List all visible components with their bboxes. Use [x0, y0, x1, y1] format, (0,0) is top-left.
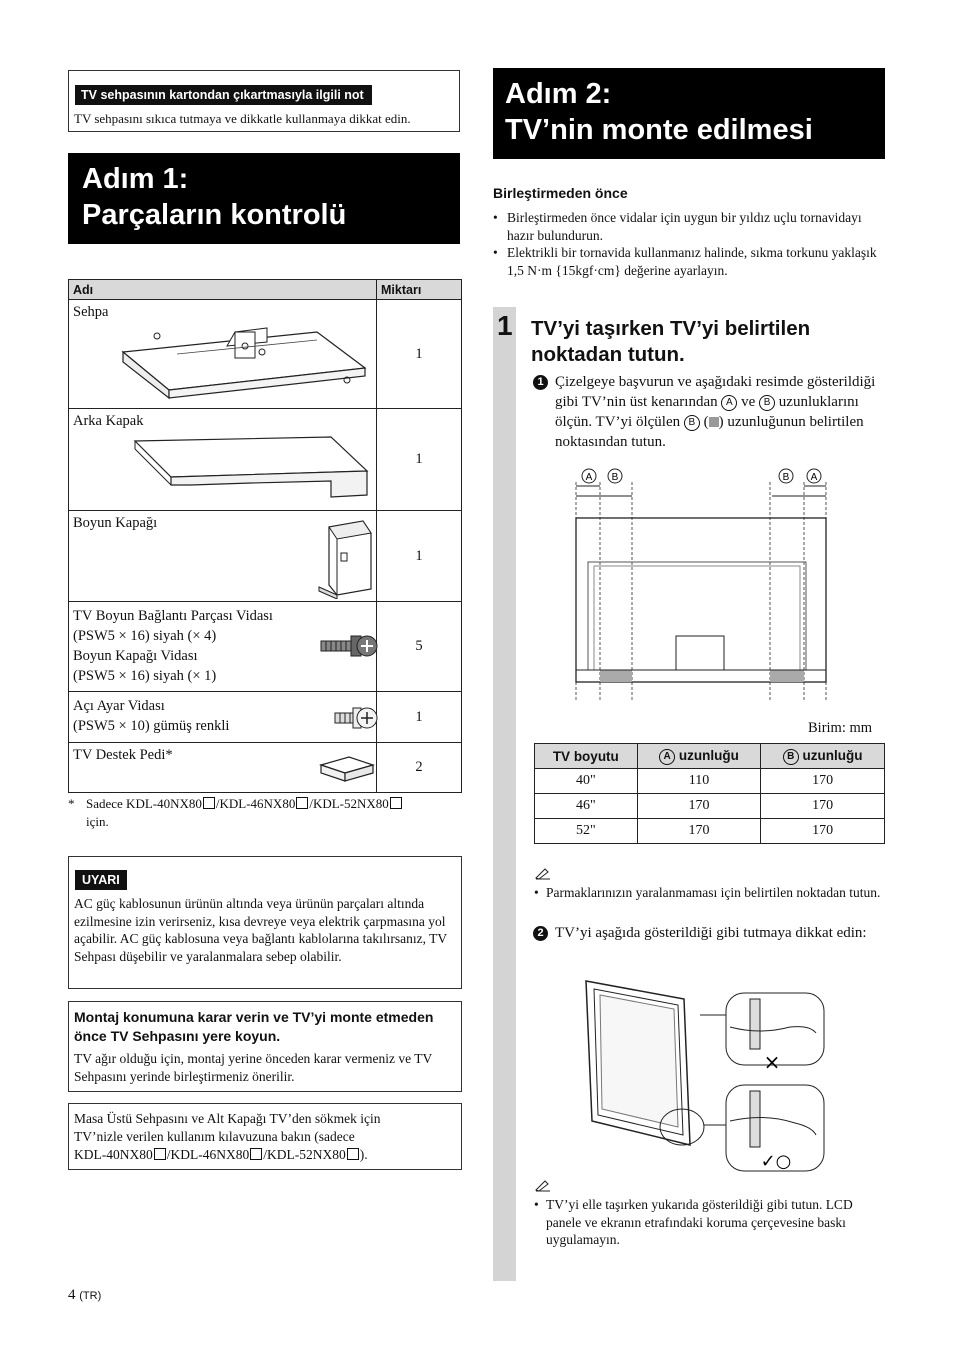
note-pencil-icon	[534, 1178, 552, 1192]
part-qty: 1	[377, 511, 462, 602]
table-row	[535, 794, 885, 819]
size-table-header	[535, 744, 885, 769]
a-length-cell: 170	[637, 794, 761, 819]
black-screw-illustration	[319, 632, 379, 660]
table-row	[69, 409, 462, 511]
diagram-label-a: A	[585, 472, 593, 483]
desk-line1: Masa Üstü Sehpasını ve Alt Kapağı TV’den sökmek için	[74, 1111, 381, 1126]
parts-table	[68, 279, 462, 793]
tv-size-cell: 52"	[535, 819, 638, 844]
before-bullet-1: Birleştirmeden önce vidalar için uygun bir yıldız uçlu tornavidayı hazır bulundurun.	[507, 210, 862, 243]
part-cell	[69, 409, 377, 511]
footnote-model-1: Sadece KDL-40NX80	[86, 796, 202, 811]
tv-measurement-diagram	[560, 462, 840, 704]
tv-size-cell: 40"	[535, 769, 638, 794]
placeholder-box-icon	[296, 797, 308, 809]
part-cell	[69, 743, 377, 793]
part-name: Arka Kapak	[73, 413, 144, 429]
part-name: Boyun Kapağı	[73, 515, 158, 531]
part-cell	[69, 692, 377, 743]
table-row	[69, 300, 462, 409]
part-cell	[69, 511, 377, 602]
part-qty: 1	[377, 692, 462, 743]
part-name-line: (PSW5 × 16) siyah (× 4)	[73, 628, 217, 644]
footnote-mark: *	[68, 796, 75, 811]
table-row	[69, 743, 462, 793]
desk-line2: TV’nizle verilen kullanım kılavuzuna bakın (sadece	[74, 1129, 355, 1144]
stand-illustration	[117, 324, 367, 400]
mount-note-box	[68, 1001, 462, 1092]
letter-b-icon: B	[684, 415, 700, 431]
page-number-value: 4	[68, 1287, 76, 1303]
header-tv-size: TV boyutu	[535, 744, 638, 769]
before-assembly-title: Birleştirmeden önce	[493, 185, 628, 201]
list-item: • TV’yi elle taşırken yukarıda gösterildiği gibi tutun. LCD panele ve ekranın etrafındaki koruma çerçevesine baskı uygulamayın.	[534, 1196, 884, 1249]
step2-title-line2: TV’nin monte edilmesi	[505, 114, 813, 146]
step-side-bar	[493, 307, 516, 1281]
part-qty: 2	[377, 743, 462, 793]
parts-table-header	[69, 280, 462, 300]
part-cell	[69, 602, 377, 692]
tv-size-cell: 46"	[535, 794, 638, 819]
substep-2-badge: 2	[533, 926, 548, 941]
page-language: (TR)	[79, 1290, 102, 1302]
note-text: TV sehpasını sıkıca tutmaya ve dikkatle kullanmaya dikkat edin.	[74, 111, 411, 126]
substep-1-text: Çizelgeye başvurun ve aşağıdaki resimde gösterildiği gibi TV’nin üst kenarından A ve B uzunluklarını ölçün. TV’yi ölçülen B ( ) uzunluğunun belirtilen noktasından tutun.	[555, 374, 876, 450]
part-name: TV Destek Pedi*	[73, 747, 173, 763]
a-length-cell: 170	[637, 819, 761, 844]
part-qty: 1	[377, 300, 462, 409]
placeholder-box-icon	[390, 797, 402, 809]
wrong-mark: ×	[763, 1050, 781, 1074]
warning-text: AC güç kablosunun ürünün altında veya ürünün parçaları altında ezilmesine izin verirseniz, kısa devreye veya elektrik çarpmasına yol açabilir. AC güç kablosuna veya bağlantı kablolarına takılırsanız, TV Sehpası düşebilir ve yaralanmalara sebep olabilir.	[74, 896, 447, 964]
support-pad-illustration	[319, 753, 375, 783]
placeholder-box-icon	[347, 1148, 359, 1160]
list-item: • Elektrikli bir tornavida kullanmanız halinde, sıkma torkunu yaklaşık 1,5 N·m {15kgf·cm} değerine ayarlayın.	[493, 244, 885, 279]
letter-b-icon: B	[783, 749, 799, 765]
unit-label: Birim: mm	[808, 720, 873, 736]
size-table	[534, 743, 885, 844]
step-heading: TV’yi taşırken TV’yi belirtilen noktadan tutun.	[531, 317, 811, 366]
footnote-model-2: /KDL-46NX80	[215, 796, 296, 811]
header-name: Adı	[69, 280, 377, 300]
header-b-label: uzunluğu	[802, 747, 863, 763]
b-length-cell: 170	[761, 819, 885, 844]
grey-square-icon	[709, 417, 719, 427]
part-qty: 5	[377, 602, 462, 692]
substep-1-part-d: uzunluğunun belirtilen noktasından tutun.	[555, 414, 864, 450]
placeholder-box-icon	[154, 1148, 166, 1160]
b-length-cell: 170	[761, 794, 885, 819]
note-title: TV sehpasının kartondan çıkartmasıyla ilgili not	[75, 85, 372, 105]
part-cell	[69, 300, 377, 409]
letter-a-icon: A	[721, 395, 737, 411]
table-row	[69, 511, 462, 602]
warning-box	[68, 856, 462, 989]
letter-b-icon: B	[759, 395, 775, 411]
footnote-end: için.	[86, 814, 109, 829]
diagram-label-a: A	[810, 472, 818, 483]
desk-model-2: /KDL-46NX80	[166, 1147, 250, 1162]
table-row	[535, 819, 885, 844]
note-pencil-icon	[534, 866, 552, 880]
table-row	[69, 602, 462, 692]
step2-banner	[493, 68, 885, 159]
b-length-cell: 170	[761, 769, 885, 794]
correct-mark: ✓○	[760, 1151, 792, 1172]
neck-cover-illustration	[315, 519, 375, 599]
substep-1-part-a: Çizelgeye başvurun ve aşağıdaki resimde gösterildiği gibi TV’nin üst kenarından	[555, 374, 876, 410]
desk-end: ).	[359, 1147, 368, 1162]
mount-note-text: TV ağır olduğu için, montaj yerine önceden karar vermeniz ve TV Sehpasını yerinde birleştirmeniz önerilir.	[74, 1051, 433, 1084]
substep-1-part-c: uzunluklarını ölçün. TV’yi ölçülen	[555, 394, 859, 430]
footnote-model-3: /KDL-52NX80	[309, 796, 389, 811]
step1-title-line2: Parçaların kontrolü	[82, 199, 347, 231]
header-qty: Miktarı	[377, 280, 462, 300]
table-row	[535, 769, 885, 794]
rear-cover-illustration	[131, 435, 371, 501]
placeholder-box-icon	[203, 797, 215, 809]
diagram-label-b: B	[782, 472, 790, 483]
part-name-line: Açı Ayar Vidası	[73, 698, 165, 714]
desk-stand-note-box	[68, 1103, 462, 1170]
step1-banner	[68, 153, 460, 244]
desk-model-3: /KDL-52NX80	[263, 1147, 346, 1162]
part-name: Sehpa	[73, 304, 109, 320]
substep-1-badge: 1	[533, 375, 548, 390]
part-name-line: (PSW5 × 16) siyah (× 1)	[73, 668, 217, 684]
silver-screw-illustration	[333, 704, 379, 732]
unpacking-note-box	[68, 70, 460, 132]
desk-stand-note-text	[74, 1110, 458, 1164]
part-qty: 1	[377, 409, 462, 511]
header-a-length	[637, 744, 761, 769]
warning-title: UYARI	[75, 870, 127, 890]
header-a-label: uzunluğu	[678, 747, 739, 763]
tv-holding-illustration	[580, 975, 880, 1175]
footnote	[68, 795, 462, 831]
placeholder-box-icon	[250, 1148, 262, 1160]
page-number	[68, 1287, 101, 1304]
step-number: 1	[497, 310, 513, 341]
part-name-line: Boyun Kapağı Vidası	[73, 648, 198, 664]
substep-2-text: TV’yi aşağıda gösterildiği gibi tutmaya dikkat edin:	[555, 925, 867, 941]
part-name-line: TV Boyun Bağlantı Parçası Vidası	[73, 608, 273, 624]
desk-model-1: KDL-40NX80	[74, 1147, 153, 1162]
list-item: • Parmaklarınızın yaralanmaması için belirtilen noktadan tutun.	[534, 884, 884, 902]
letter-a-icon: A	[659, 749, 675, 765]
table-row	[69, 692, 462, 743]
diagram-label-b: B	[611, 472, 619, 483]
substep-1-part-b: ve	[741, 394, 756, 410]
a-length-cell: 110	[637, 769, 761, 794]
mount-note-title: Montaj konumuna karar verin ve TV’yi monte etmeden önce TV Sehpasını yere koyun.	[74, 1009, 434, 1044]
list-item: • Birleştirmeden önce vidalar için uygun bir yıldız uçlu tornavidayı hazır bulundurun.	[493, 209, 885, 244]
note-1-text: Parmaklarınızın yaralanmaması için belirtilen noktadan tutun.	[546, 885, 881, 900]
step1-title-line1: Adım 1:	[82, 163, 189, 195]
part-name-line: (PSW5 × 10) gümüş renkli	[73, 718, 230, 734]
header-b-length	[761, 744, 885, 769]
step2-title-line1: Adım 2:	[505, 78, 612, 110]
before-bullet-2: Elektrikli bir tornavida kullanmanız halinde, sıkma torkunu yaklaşık 1,5 N·m {15kgf·cm} değerine ayarlayın.	[507, 245, 877, 278]
note-2-text: TV’yi elle taşırken yukarıda gösterildiği gibi tutun. LCD panele ve ekranın etrafındaki koruma çerçevesine baskı uygulamayın.	[546, 1197, 853, 1247]
